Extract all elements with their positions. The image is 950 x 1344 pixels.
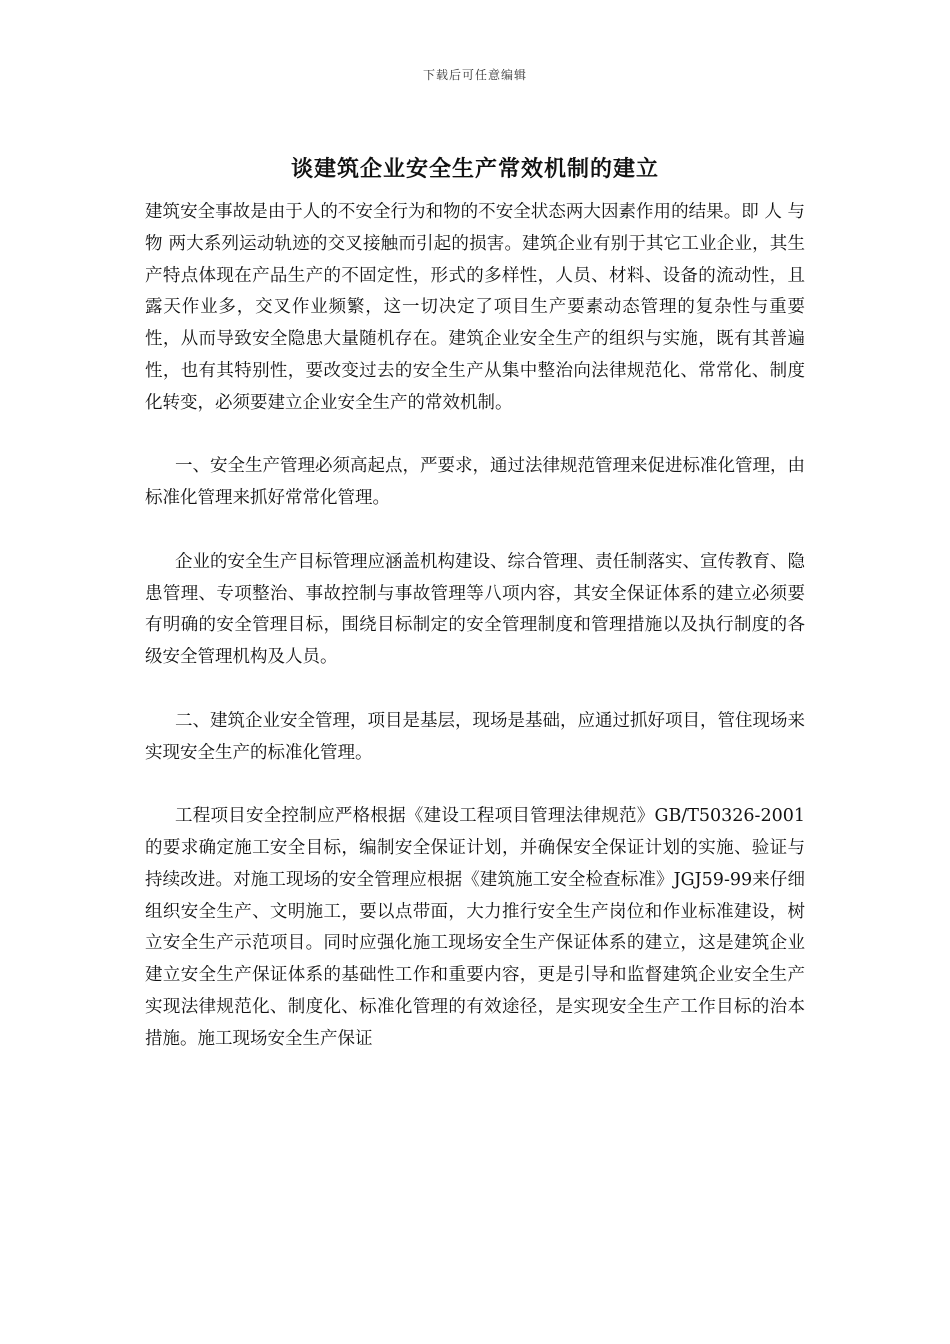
document-title: 谈建筑企业安全生产常效机制的建立 [290,156,659,182]
header-note: 下载后可任意编辑 [422,68,527,82]
paragraph-section-two-body: 工程项目安全控制应严格根据《建设工程项目管理法律规范》GB/T50326-2001的要求确定施工安全目标，编制安全保证计划，并确保安全保证计划的实施、验证与持续改进。对施工现场的安全管理应根据《建筑施工安全检查标准》JGJ59-99来仔细组织安全生产、文明施工，要以点带面，大力推行安全生产岗位和作业标准建设，树立安全生产示范项目。同时应强化施工现场安全生产保证体系的建立，这是建筑企业建立安全生产保证体系的基础性工作和重要内容，更是引导和监督建筑企业安全生产实现法律规范化、制度化、标准化管理的有效途径，是实现安全生产工作目标的治本措施。施工现场安全生产保证 [145,806,805,1049]
paragraph-gap [145,420,805,452]
paragraph-section-one-heading: 一、安全生产管理必须高起点，严要求，通过法律规范管理来促进标准化管理，由标准化管理来抓好常常化管理。 [145,456,805,509]
paragraph-section-two-heading: 二、建筑企业安全管理，项目是基层，现场是基础，应通过抓好项目，管住现场来实现安全生产的标准化管理。 [145,710,805,763]
paragraph-gap [145,769,805,801]
document-body [145,197,805,1056]
paragraph-gap [145,674,805,706]
paragraph-gap [145,515,805,547]
paragraph-section-one-body: 企业的安全生产目标管理应涵盖机构建设、综合管理、责任制落实、宣传教育、隐患管理、专项整治、事故控制与事故管理等八项内容，其安全保证体系的建立必须要有明确的安全管理目标，围绕目标制定的安全管理制度和管理措施以及执行制度的各级安全管理机构及人员。 [145,551,805,668]
paragraph-intro: 建筑安全事故是由于人的不安全行为和物的不安全状态两大因素作用的结果。即 人 与 物 两大系列运动轨迹的交叉接触而引起的损害。建筑企业有别于其它工业企业，其生产特点体现在产品生产的不固定性，形式的多样性，人员、材料、设备的流动性，且露天作业多，交叉作业频繁，这一切决定了项目生产要素动态管理的复杂性与重要性，从而导致安全隐患大量随机存在。建筑企业安全生产的组织与实施，既有其普遍性，也有其特别性，要改变过去的安全生产从集中整治向法律规范化、常常化、制度化转变，必须要建立企业安全生产的常效机制。 [145,202,805,413]
